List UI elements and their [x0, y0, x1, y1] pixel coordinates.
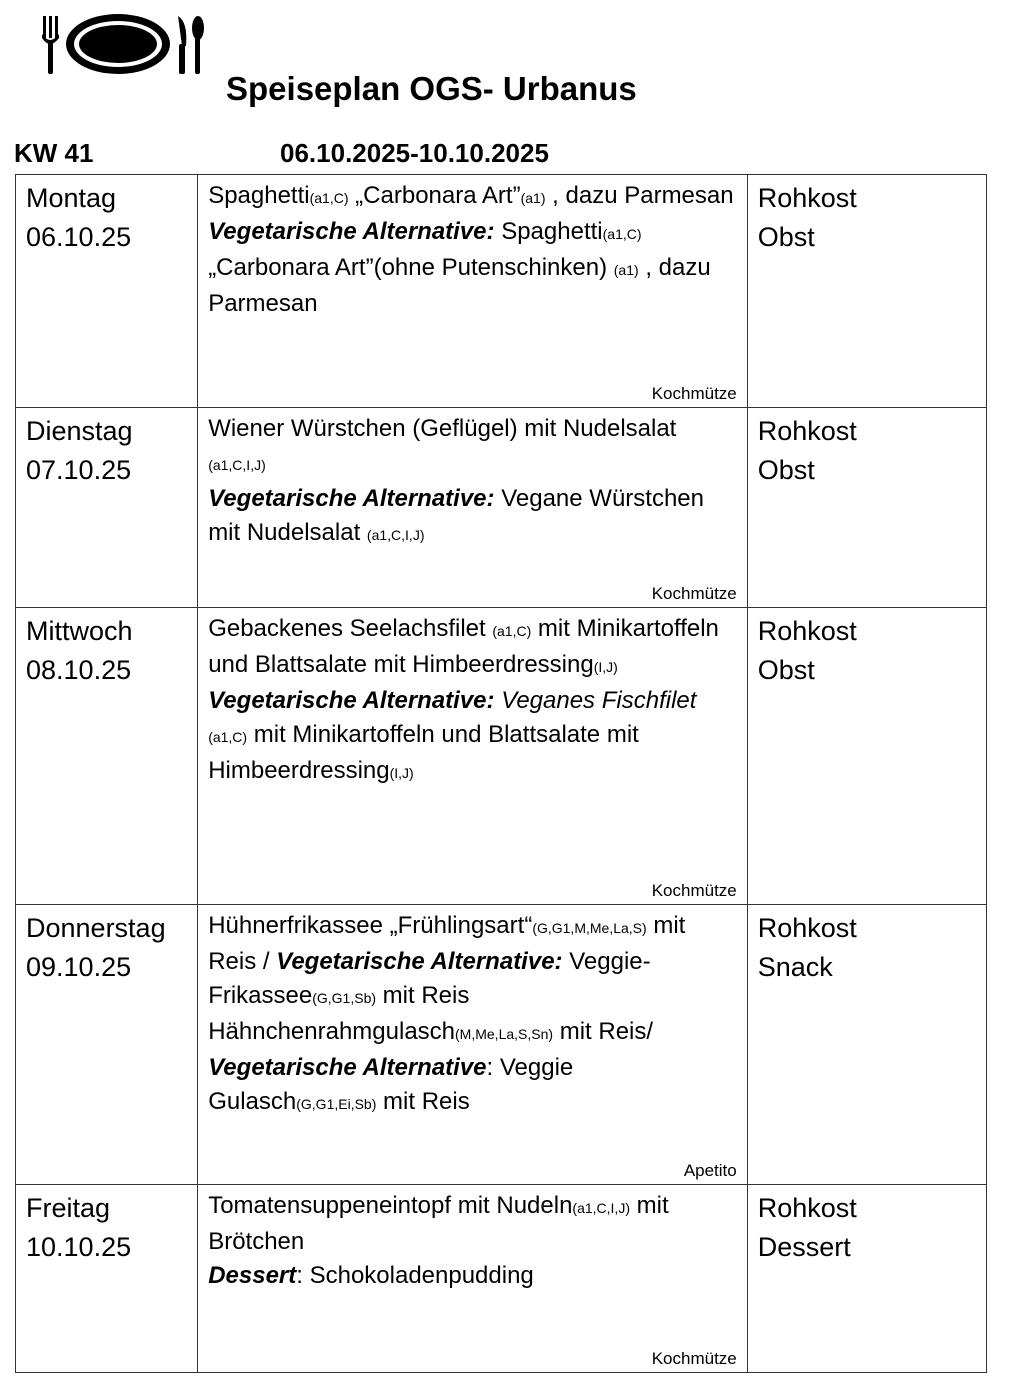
allergen-note: (a1,C,I,J): [366, 527, 425, 543]
side-item: Dessert: [757, 1232, 851, 1262]
side-cell: [747, 905, 986, 1185]
page-title: Speiseplan OGS- Urbanus: [226, 70, 637, 107]
meal-text: Gebackenes Seelachsfilet (a1,C) mit Minikartoffeln und Blattsalate mit Himbeerdressing(I,J) Vegetarische Alternative: Veganes Fischfilet (a1,C) mit Minikartoffeln und Blattsalate mit Himbeerdressing(I,J): [208, 615, 719, 784]
day-date: 08.10.25: [26, 655, 132, 685]
side-cell: [747, 608, 986, 905]
meal-text: Spaghetti(a1,C) „Carbonara Art”(a1) , dazu Parmesan Vegetarische Alternative: Spaghetti(a1,C) „Carbonara Art”(ohne Putenschinken) (a1) , dazu Parmesan: [208, 182, 734, 317]
day-date: 07.10.25: [26, 455, 132, 485]
side-item: Rohkost: [757, 616, 857, 646]
veg-alternative-label: Vegetarische Alternative:: [276, 948, 563, 975]
dessert-label: Dessert: [208, 1262, 297, 1289]
side-cell: [747, 175, 986, 408]
allergen-note: (a1,C): [602, 226, 642, 242]
caterer-label: Kochmütze: [651, 1349, 737, 1368]
allergen-note: (M,Me,La,S,Sn): [455, 1026, 554, 1042]
allergen-note: (a1,C): [492, 623, 532, 639]
allergen-note: (a1,C): [309, 190, 349, 206]
meal-cell: [198, 175, 748, 408]
allergen-note: (a1,C,I,J): [572, 1200, 630, 1216]
table-row: [16, 905, 987, 1185]
caterer-label: Apetito: [683, 1161, 737, 1180]
veg-alternative-label: Vegetarische Alternative:: [208, 485, 495, 512]
side-item: Rohkost: [757, 183, 857, 213]
day-cell: [16, 408, 198, 608]
allergen-note: (I,J): [389, 765, 414, 781]
meal-cell: [198, 905, 748, 1185]
day-cell: [16, 175, 198, 408]
day-cell: [16, 608, 198, 905]
meal-cell: [198, 1185, 748, 1373]
veg-alternative-label: Vegetarische Alternative: [208, 1054, 487, 1081]
date-range: 06.10.2025-10.10.2025: [280, 138, 549, 168]
meal-cell: [198, 408, 748, 608]
side-item: Obst: [757, 222, 815, 252]
allergen-note: (a1,C): [208, 729, 248, 745]
meal-text: Wiener Würstchen (Geflügel) mit Nudelsalat (a1,C,I,J) Vegetarische Alternative: Vegane Würstchen mit Nudelsalat (a1,C,I,J): [208, 415, 704, 546]
day-date: 09.10.25: [26, 952, 132, 982]
day-name: Freitag: [26, 1193, 111, 1223]
veg-alternative-label: Vegetarische Alternative:: [208, 687, 495, 714]
day-cell: [16, 905, 198, 1185]
table-row: [16, 608, 987, 905]
allergen-note: (I,J): [593, 659, 618, 675]
side-item: Obst: [757, 455, 815, 485]
allergen-note: (G,G1,Sb): [312, 990, 377, 1006]
side-item: Rohkost: [757, 913, 857, 943]
caterer-label: Kochmütze: [651, 384, 737, 403]
side-item: Rohkost: [757, 1193, 857, 1223]
day-date: 10.10.25: [26, 1232, 132, 1262]
day-name: Montag: [26, 183, 117, 213]
caterer-label: Kochmütze: [651, 881, 737, 900]
allergen-note: (a1): [613, 262, 639, 278]
week-number: KW 41: [14, 138, 94, 168]
meal-text: Hühnerfrikassee „Frühlingsart“(G,G1,M,Me,La,S) mit Reis / Vegetarische Alternative: Veggie-Frikassee(G,G1,Sb) mit Reis Hähnchenrahmgulasch(M,Me,La,S,Sn) mit Reis/ Vegetarische Alternative: Veggie Gulasch(G,G1,Ei,Sb) mit Reis: [208, 912, 686, 1115]
day-name: Mittwoch: [26, 616, 133, 646]
allergen-note: (G,G1,M,Me,La,S): [532, 920, 647, 936]
side-cell: [747, 408, 986, 608]
allergen-note: (G,G1,Ei,Sb): [296, 1096, 377, 1112]
side-item: Obst: [757, 655, 815, 685]
side-item: Rohkost: [757, 416, 857, 446]
meal-text: Tomatensuppeneintopf mit Nudeln(a1,C,I,J) mit Brötchen Dessert: Schokoladenpudding: [208, 1192, 669, 1289]
allergen-note: (a1,C,I,J): [208, 457, 266, 473]
day-name: Donnerstag: [26, 913, 166, 943]
day-cell: [16, 1185, 198, 1373]
allergen-note: (a1): [520, 190, 546, 206]
day-date: 06.10.25: [26, 222, 132, 252]
plate-fork-knife-icon: [38, 12, 208, 76]
side-item: Snack: [757, 952, 833, 982]
table-row: [16, 175, 987, 408]
side-cell: [747, 1185, 986, 1373]
veg-alternative-label: Vegetarische Alternative:: [208, 218, 495, 245]
day-name: Dienstag: [26, 416, 133, 446]
table-row: [16, 408, 987, 608]
meal-cell: [198, 608, 748, 905]
caterer-label: Kochmütze: [651, 584, 737, 603]
table-row: [16, 1185, 987, 1373]
menu-table: [15, 174, 987, 1373]
